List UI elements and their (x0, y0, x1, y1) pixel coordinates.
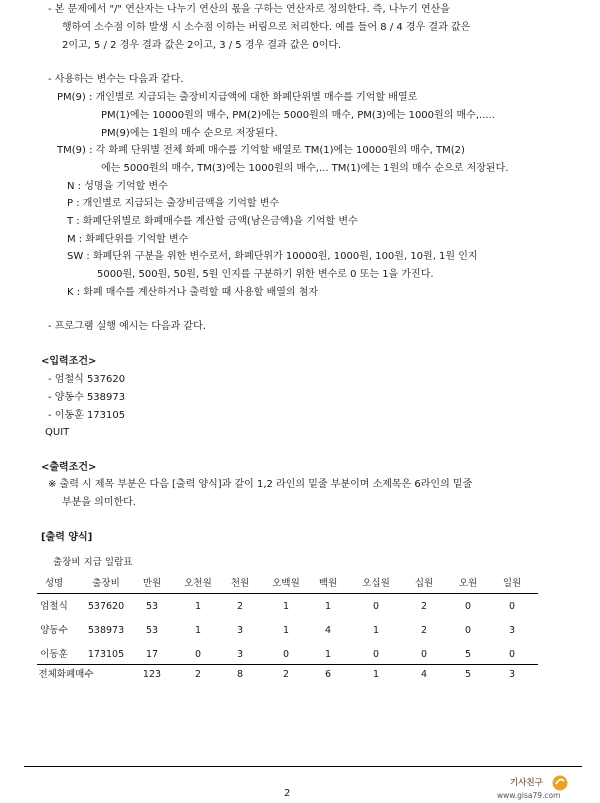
table-cell: 0 (508, 649, 516, 660)
table-cell: 2 (236, 601, 244, 612)
table-cell: 0 (420, 649, 428, 660)
table-cell: 537620 (87, 601, 125, 612)
table-header-cell: 만원 (142, 578, 162, 589)
table-total-cell: 5 (464, 669, 472, 680)
table-header-cell: 천원 (230, 578, 250, 589)
table-header-cell: 오백원 (272, 578, 300, 589)
table-total-cell: 2 (194, 669, 202, 680)
var-sw-line-2: 5000원, 500원, 50원, 5원 인지를 구분하기 위한 변수로 0 또는 1을 가진다. (97, 269, 434, 280)
table-header-cell: 출장비 (92, 578, 120, 589)
table-header-cell: 오천원 (184, 578, 212, 589)
output-cond-heading: <출력조건> (41, 462, 97, 473)
intro-line-1: - 본 문제에서 "/" 연산자는 나누기 연산의 몫을 구하는 연산자로 정의한다. 즉, 나누기 연산을 (48, 4, 450, 15)
example-heading: - 프로그램 실행 예시는 다음과 같다. (48, 321, 206, 332)
table-cell: 0 (464, 625, 472, 636)
table-cell: 3 (236, 649, 244, 660)
var-pm-line-3: PM(9)에는 1원의 매수 순으로 저장된다. (101, 128, 278, 139)
intro-line-2: 행하여 소수점 이하 발생 시 소수점 이하는 버림으로 처리한다. 예를 들어 8 / 4 경우 결과 값은 (62, 22, 471, 33)
table-title: 출장비 지급 일람표 (53, 557, 133, 568)
vars-heading: - 사용하는 변수는 다음과 같다. (48, 74, 184, 85)
table-total-label: 전체화폐매수 (38, 669, 94, 680)
var-m: M : 화폐단위를 기억할 변수 (67, 234, 189, 245)
table-cell: 0 (508, 601, 516, 612)
input-line-2: - 양동수 538973 (48, 392, 126, 403)
table-cell: 3 (236, 625, 244, 636)
table-header-rule (37, 593, 538, 594)
table-cell: 0 (372, 649, 380, 660)
table-total-cell: 2 (282, 669, 290, 680)
input-line-3: - 이동훈 173105 (48, 410, 126, 421)
table-header-cell: 오원 (458, 578, 478, 589)
table-cell: 1 (282, 601, 290, 612)
var-t: T : 화폐단위별로 화폐매수를 계산할 금액(남은금액)을 기억할 변수 (67, 216, 358, 227)
table-total-cell: 8 (236, 669, 244, 680)
var-tm-line-1: TM(9) : 각 화폐 단위별 전체 화폐 매수를 기억할 배열로 TM(1)에는 10000원의 매수, TM(2) (57, 145, 465, 156)
table-header-cell: 일원 (502, 578, 522, 589)
input-quit: QUIT (45, 427, 70, 438)
var-tm-line-2: 에는 5000원의 매수, TM(3)에는 1000원의 매수,... TM(1)에는 1원의 매수 순으로 저장된다. (101, 163, 509, 174)
table-cell: 1 (372, 625, 380, 636)
var-pm-line-1: PM(9) : 개인별로 지급되는 출장비지급액에 대한 화폐단위별 매수를 기억할 배열로 (57, 92, 418, 103)
table-cell: 2 (420, 601, 428, 612)
table-header-cell: 백원 (318, 578, 338, 589)
table-header-cell: 오십원 (362, 578, 390, 589)
table-cell: 엄철식 (40, 601, 68, 612)
table-cell: 17 (145, 649, 159, 660)
table-cell: 이동훈 (40, 649, 68, 660)
table-cell: 173105 (87, 649, 125, 660)
table-cell: 2 (420, 625, 428, 636)
input-line-1: - 엄철식 537620 (48, 374, 126, 385)
var-p: P : 개인별로 지급되는 출장비금액을 기억할 변수 (67, 198, 280, 209)
table-cell: 양동수 (40, 625, 68, 636)
table-cell: 53 (145, 601, 159, 612)
table-cell: 1 (324, 649, 332, 660)
format-heading: [출력 양식] (41, 532, 93, 543)
var-k: K : 화폐 매수를 계산하거나 출력할 때 사용할 배열의 첨자 (67, 287, 319, 298)
var-sw-line-1: SW : 화폐단위 구분을 위한 변수로서, 화폐단위가 10000원, 1000원, 100원, 10원, 1원 인지 (67, 251, 478, 262)
table-cell: 0 (372, 601, 380, 612)
intro-line-3: 2이고, 5 / 2 경우 결과 값은 2이고, 3 / 5 경우 결과 값은 0이다. (62, 40, 342, 51)
table-cell: 5 (464, 649, 472, 660)
page-number: 2 (284, 788, 291, 799)
var-pm-line-2: PM(1)에는 10000원의 매수, PM(2)에는 5000원의 매수, PM(3)에는 1000원의 매수,..... (101, 110, 495, 121)
var-n: N : 성명을 기억할 변수 (67, 181, 168, 192)
table-header-cell: 성명 (44, 578, 64, 589)
table-header-cell: 십원 (414, 578, 434, 589)
table-cell: 0 (282, 649, 290, 660)
output-cond-line-1: ※ 출력 시 제목 부분은 다음 [출력 양식]과 같이 1,2 라인의 밑줄 부분이며 소제목은 6라인의 밑줄 (48, 479, 473, 490)
output-cond-line-2: 부분을 의미한다. (62, 497, 136, 508)
table-total-cell: 1 (372, 669, 380, 680)
site-url: www.gisa79.com (497, 791, 561, 800)
table-cell: 0 (464, 601, 472, 612)
table-cell: 1 (324, 601, 332, 612)
table-cell: 1 (194, 625, 202, 636)
table-total-cell: 6 (324, 669, 332, 680)
site-logo (497, 772, 587, 802)
table-cell: 1 (282, 625, 290, 636)
table-total-cell: 3 (508, 669, 516, 680)
table-total-rule (37, 664, 538, 665)
table-cell: 1 (194, 601, 202, 612)
table-cell: 538973 (87, 625, 125, 636)
footer-rule (24, 766, 582, 767)
table-total-cell: 4 (420, 669, 428, 680)
table-cell: 4 (324, 625, 332, 636)
table-cell: 53 (145, 625, 159, 636)
table-cell: 0 (194, 649, 202, 660)
table-cell: 3 (508, 625, 516, 636)
table-total-cell: 123 (142, 669, 162, 680)
input-heading: <입력조건> (41, 356, 97, 367)
logo-text: 기사친구 (510, 778, 543, 788)
